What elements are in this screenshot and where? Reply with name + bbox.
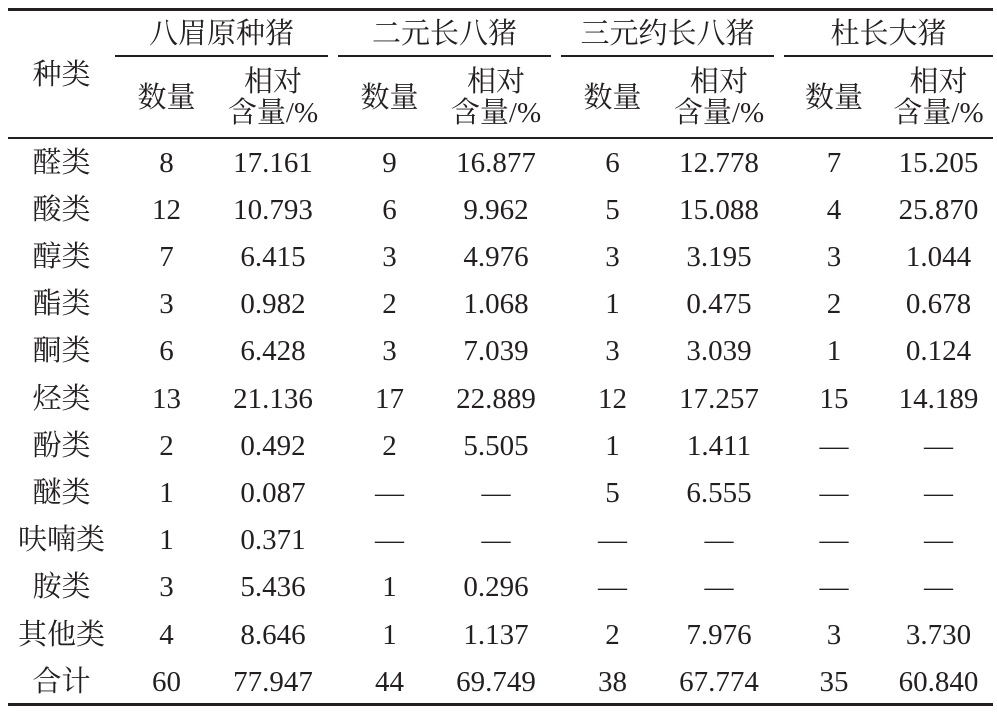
content-cell: — xyxy=(924,429,953,462)
count-cell: 38 xyxy=(598,665,627,698)
count-cell: — xyxy=(819,571,849,604)
content-cell: 21.136 xyxy=(233,382,313,415)
count-cell: 3 xyxy=(605,240,620,273)
content-cell: 0.475 xyxy=(686,288,752,321)
count-cell: 15 xyxy=(819,382,849,415)
count-cell: — xyxy=(819,429,849,462)
content-cell: 25.870 xyxy=(898,193,979,226)
content-cell: 15.205 xyxy=(898,146,979,179)
count-cell: 3 xyxy=(159,571,174,604)
count-cell: 7 xyxy=(826,146,842,179)
count-header: 数量 xyxy=(360,81,419,114)
count-cell: — xyxy=(598,524,627,557)
content-cell: 10.793 xyxy=(233,193,313,226)
group-header-sanyuan: 三元约长八猪 xyxy=(580,17,755,50)
count-cell: 44 xyxy=(375,665,404,698)
content-cell: — xyxy=(924,571,953,604)
content-cell: 17.161 xyxy=(233,146,313,179)
content-cell: 5.505 xyxy=(463,429,529,462)
content-cell: 0.087 xyxy=(240,476,306,509)
row-category: 酯类 xyxy=(32,288,91,321)
count-cell: 17 xyxy=(375,382,404,415)
count-cell: 6 xyxy=(382,193,397,226)
content-cell: 4.976 xyxy=(463,240,529,273)
content-cell: 3.039 xyxy=(686,335,752,368)
content-cell: — xyxy=(924,476,953,509)
content-cell: 8.646 xyxy=(240,618,306,651)
count-cell: 1 xyxy=(159,524,174,557)
content-cell: 1.411 xyxy=(686,429,752,462)
content-cell: 0.371 xyxy=(240,524,306,557)
group-underline-2 xyxy=(338,55,551,57)
count-cell: 1 xyxy=(382,571,397,604)
count-cell: — xyxy=(375,524,404,557)
row-category: 醇类 xyxy=(32,240,91,273)
content-cell: 0.492 xyxy=(240,429,306,462)
content-cell: 1.068 xyxy=(463,288,529,321)
group-underline-1 xyxy=(115,55,328,57)
count-cell: 3 xyxy=(826,240,842,273)
content-header-line2: 含量/% xyxy=(450,97,542,129)
count-cell: 1 xyxy=(159,476,174,509)
content-cell: — xyxy=(481,476,511,509)
content-cell: 0.124 xyxy=(905,335,972,368)
content-cell: — xyxy=(924,524,953,557)
content-cell: 12.778 xyxy=(679,146,759,179)
content-cell: 9.962 xyxy=(463,193,529,226)
content-cell: 67.774 xyxy=(679,665,759,698)
content-header-line2: 含量/% xyxy=(893,97,984,129)
row-category: 醚类 xyxy=(32,476,91,509)
row-category: 其他类 xyxy=(17,618,105,651)
content-cell: — xyxy=(704,571,734,604)
count-cell: — xyxy=(598,571,627,604)
count-cell: 2 xyxy=(826,288,842,321)
content-header-line2: 含量/% xyxy=(227,97,319,129)
group-header-duchangda: 杜长大猪 xyxy=(830,17,947,50)
content-cell: 17.257 xyxy=(679,382,759,415)
row-category: 呋喃类 xyxy=(17,524,105,557)
count-cell: 2 xyxy=(159,429,174,462)
content-cell: 77.947 xyxy=(233,665,313,698)
row-category: 合计 xyxy=(32,665,91,698)
content-header-line2: 含量/% xyxy=(673,97,765,129)
group-header-erlian: 二元长八猪 xyxy=(371,17,517,50)
count-cell: 3 xyxy=(605,335,620,368)
row-category: 酮类 xyxy=(32,335,91,368)
content-cell: 14.189 xyxy=(898,382,979,415)
count-cell: — xyxy=(375,476,404,509)
content-cell: 1.044 xyxy=(905,240,972,273)
count-cell: 8 xyxy=(159,146,174,179)
content-cell: 6.415 xyxy=(240,240,306,273)
count-cell: — xyxy=(819,476,849,509)
content-cell: 1.137 xyxy=(463,618,529,651)
count-cell: 2 xyxy=(605,618,620,651)
content-cell: 6.428 xyxy=(240,335,306,368)
count-cell: 35 xyxy=(819,665,849,698)
count-cell: 12 xyxy=(598,382,627,415)
count-cell: 3 xyxy=(159,288,174,321)
content-header xyxy=(664,62,774,134)
content-header xyxy=(441,62,551,134)
content-header-line1: 相对 xyxy=(689,65,748,98)
group-header-bamei: 八眉原种猪 xyxy=(148,17,294,50)
content-header xyxy=(218,62,328,134)
content-cell: — xyxy=(481,524,511,557)
content-header xyxy=(884,62,993,134)
count-cell: 13 xyxy=(152,382,181,415)
top-rule xyxy=(8,8,993,11)
count-header: 数量 xyxy=(583,81,642,114)
content-cell: 69.749 xyxy=(456,665,536,698)
count-cell: 1 xyxy=(605,429,620,462)
header-rule xyxy=(8,137,993,139)
content-cell: 3.195 xyxy=(686,240,752,273)
row-category: 烃类 xyxy=(32,382,91,415)
content-header-line1: 相对 xyxy=(243,65,302,98)
content-cell: 0.982 xyxy=(240,288,306,321)
row-category: 胺类 xyxy=(32,571,91,604)
group-underline-3 xyxy=(561,55,774,57)
category-header: 种类 xyxy=(32,58,91,91)
count-cell: 1 xyxy=(826,335,842,368)
row-category: 酚类 xyxy=(32,429,91,462)
count-cell: 3 xyxy=(382,335,397,368)
content-cell: 6.555 xyxy=(686,476,752,509)
content-cell: 5.436 xyxy=(240,571,306,604)
count-cell: 6 xyxy=(605,146,620,179)
content-cell: — xyxy=(704,524,734,557)
count-cell: 2 xyxy=(382,288,397,321)
count-cell: 2 xyxy=(382,429,397,462)
count-header: 数量 xyxy=(804,81,863,114)
content-cell: 7.976 xyxy=(686,618,752,651)
row-category: 醛类 xyxy=(32,146,91,179)
content-cell: 0.678 xyxy=(905,288,972,321)
count-cell: 5 xyxy=(605,476,620,509)
count-cell: 1 xyxy=(382,618,397,651)
group-underline-4 xyxy=(784,55,993,57)
count-cell: 12 xyxy=(152,193,181,226)
count-cell: 7 xyxy=(159,240,174,273)
count-header: 数量 xyxy=(137,81,196,114)
count-cell: — xyxy=(819,524,849,557)
count-cell: 5 xyxy=(605,193,620,226)
content-cell: 7.039 xyxy=(463,335,529,368)
content-header-line1: 相对 xyxy=(909,65,968,98)
count-cell: 1 xyxy=(605,288,620,321)
content-cell: 16.877 xyxy=(456,146,536,179)
content-cell: 3.730 xyxy=(905,618,972,651)
count-cell: 9 xyxy=(382,146,397,179)
content-header-line1: 相对 xyxy=(466,65,525,98)
count-cell: 4 xyxy=(159,618,174,651)
count-cell: 60 xyxy=(152,665,181,698)
count-cell: 4 xyxy=(826,193,842,226)
count-cell: 6 xyxy=(159,335,174,368)
count-cell: 3 xyxy=(826,618,842,651)
count-cell: 3 xyxy=(382,240,397,273)
content-cell: 0.296 xyxy=(463,571,529,604)
content-cell: 60.840 xyxy=(898,665,979,698)
content-cell: 22.889 xyxy=(456,382,536,415)
row-category: 酸类 xyxy=(32,193,91,226)
content-cell: 15.088 xyxy=(679,193,759,226)
